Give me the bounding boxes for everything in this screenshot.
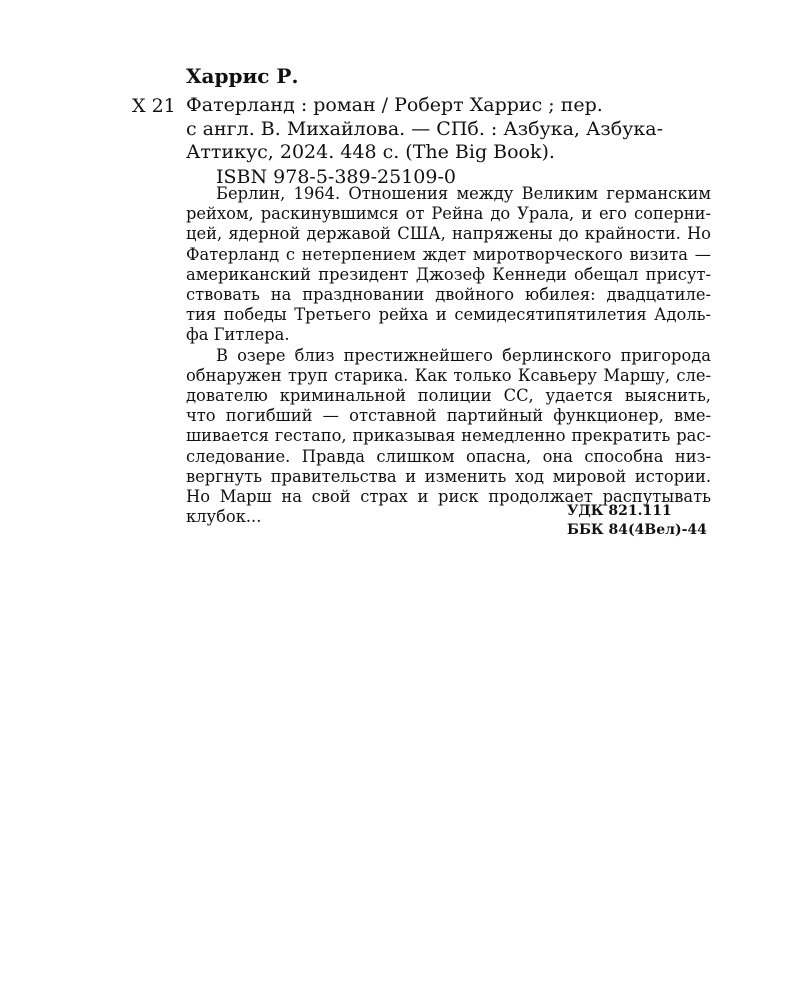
bib-line: Фатерланд : роман / Роберт Харрис ; пер.: [186, 94, 603, 116]
annotation-line: американский президент Джозеф Кеннеди обещал присут-: [186, 264, 711, 284]
annotation-line: В озере близ престижнейшего берлинского пригорода: [216, 345, 711, 365]
annotation-line: тия победы Третьего рейха и семидесятипятилетия Адоль-: [186, 305, 711, 325]
annotation-line: рейхом, раскинувшимся от Рейна до Урала, и его соперни-: [186, 204, 711, 224]
annotation-line: цей, ядерной державой США, напряжены до крайности. Но: [186, 224, 711, 244]
author-heading: Харрис Р.: [186, 64, 299, 88]
udk-code: УДК 821.111: [567, 503, 672, 519]
annotation-line: что погибший — отставной партийный функционер, вме-: [186, 406, 711, 426]
annotation: [186, 184, 711, 527]
annotation-line: Фатерланд с нетерпением ждет миротворческого визита —: [186, 244, 711, 264]
annotation-line: вергнуть правительства и изменить ход мировой истории.: [186, 466, 711, 486]
annotation-line: Но Марш на свой страх и риск продолжает распутывать: [186, 487, 711, 507]
annotation-line: Берлин, 1964. Отношения между Великим германским: [216, 184, 711, 203]
annotation-paragraph: [186, 346, 711, 528]
annotation-line: следование. Правда слишком опасна, она способна низ-: [186, 446, 711, 466]
annotation-line: дователю криминальной полиции СС, удается выяснить,: [186, 386, 711, 406]
annotation-paragraph: [186, 184, 711, 346]
bbk-code: ББК 84(4Вел)-44: [567, 522, 707, 538]
annotation-line: фа Гитлера.: [186, 325, 290, 345]
bib-line: Аттикус, 2024. 448 с. (The Big Book).: [186, 141, 555, 163]
annotation-line: обнаружен труп старика. Как только Ксавьеру Маршу, сле-: [186, 365, 711, 385]
isbn: ISBN 978-5-389-25109-0: [216, 166, 456, 188]
bibliographic-description: [186, 94, 664, 165]
annotation-line: шивается гестапо, приказывая немедленно прекратить рас-: [186, 426, 711, 446]
annotation-line: клубок...: [186, 507, 262, 527]
bib-line: с англ. В. Михайлова. — СПб. : Азбука, Азбука-: [186, 117, 664, 140]
annotation-line: ствовать на праздновании двойного юбилея: двадцатиле-: [186, 285, 711, 305]
author-mark: Х 21: [132, 95, 176, 117]
